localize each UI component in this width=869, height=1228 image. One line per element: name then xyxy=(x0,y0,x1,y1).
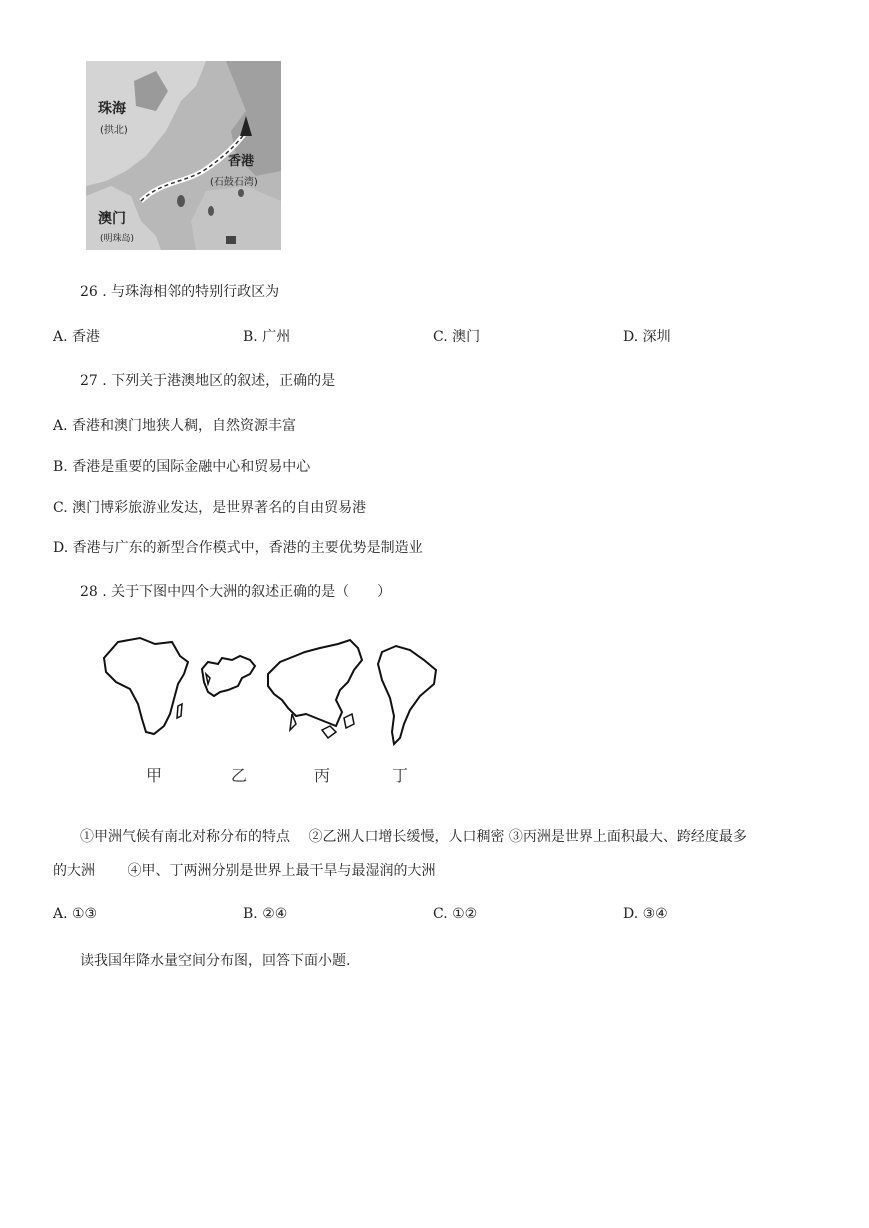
continent-europe-shape xyxy=(202,656,255,696)
label-zhuhai-sub: (拱北) xyxy=(100,125,128,136)
q27-option-d: D. 香港与广东的新型合作模式中，香港的主要优势是制造业 xyxy=(53,540,423,556)
q28-question: 28 . 关于下图中四个大洲的叙述正确的是（ ） xyxy=(80,584,392,600)
q28-statements-line1: ①甲洲气候有南北对称分布的特点 ②乙洲人口增长缓慢，人口稠密 ③丙洲是世界上面积最大、跨经度最多 xyxy=(80,829,747,845)
continent-africa-shape xyxy=(104,638,188,734)
label-hongkong-sub: (石鼓石湾) xyxy=(210,177,258,188)
q26-option-d: D. 深圳 xyxy=(623,329,671,345)
q26-option-b: B. 广州 xyxy=(243,329,291,345)
q28-statements-line2: 的大洲 ④甲、丁两洲分别是世界上最干旱与最湿润的大洲 xyxy=(53,863,436,879)
label-macau-sub: (明珠岛) xyxy=(100,234,135,244)
q28-option-b: B. ②④ xyxy=(243,906,288,922)
label-hongkong: 香港 xyxy=(228,154,255,169)
q28-option-d: D. ③④ xyxy=(623,906,668,922)
q27-option-b: B. 香港是重要的国际金融中心和贸易中心 xyxy=(53,459,311,475)
q27-question: 27 . 下列关于港澳地区的叙述，正确的是 xyxy=(80,373,336,389)
q27-option-c: C. 澳门博彩旅游业发达，是世界著名的自由贸易港 xyxy=(53,500,367,516)
q26-option-c: C. 澳门 xyxy=(433,329,481,345)
continent-south-america-shape xyxy=(378,646,436,744)
hk-zhuhai-macau-bridge-map xyxy=(86,61,281,250)
continent-label-ding: 丁 xyxy=(392,766,409,785)
q26-question: 26 . 与珠海相邻的特别行政区为 xyxy=(80,284,280,300)
label-zhuhai: 珠海 xyxy=(98,101,126,117)
continent-asia-shape xyxy=(268,640,362,726)
q26-option-a: A. 香港 xyxy=(53,329,101,345)
q27-option-a: A. 香港和澳门地狭人稠，自然资源丰富 xyxy=(53,418,297,434)
continent-label-jia: 甲 xyxy=(146,766,163,785)
q28-option-a: A. ①③ xyxy=(53,906,98,922)
instruction-text: 读我国年降水量空间分布图，回答下面小题. xyxy=(80,953,351,969)
label-macau: 澳门 xyxy=(98,211,126,227)
q28-option-c: C. ①② xyxy=(433,906,478,922)
continent-label-bing: 丙 xyxy=(314,766,331,785)
continent-label-yi: 乙 xyxy=(231,766,248,785)
